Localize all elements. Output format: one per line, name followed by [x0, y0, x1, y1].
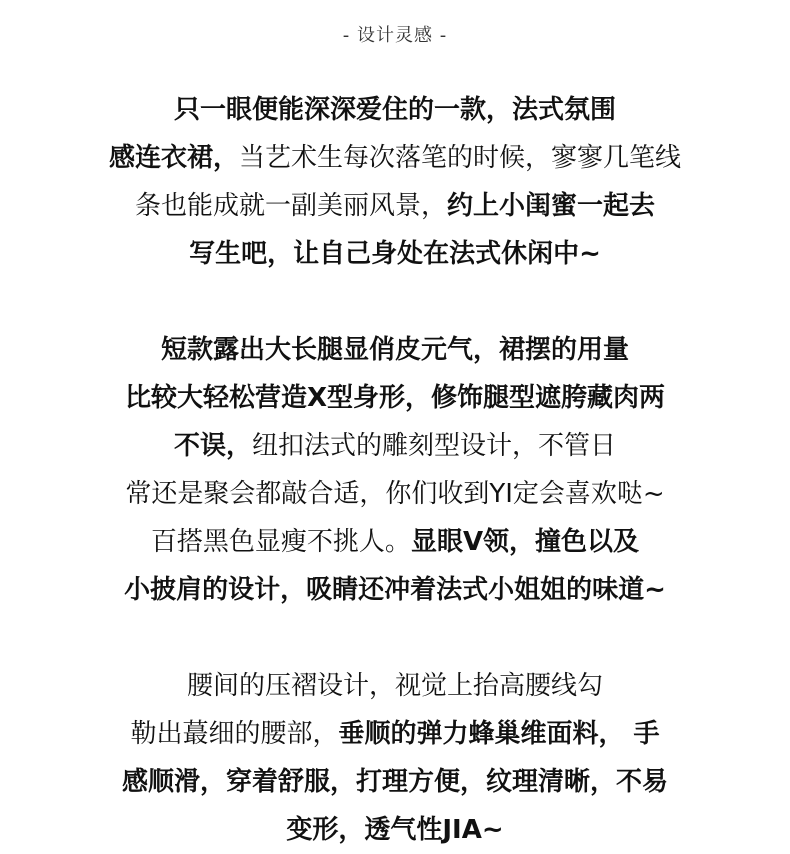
text-line: [0, 806, 790, 854]
text-line: [0, 374, 790, 422]
text-line: [0, 134, 790, 182]
text-line: [0, 518, 790, 566]
text-line: [0, 710, 790, 758]
text-span: 感顺滑，穿着舒服，打理方便，纹理清晰，不易: [121, 767, 668, 797]
text-line: [0, 422, 790, 470]
text-line: [0, 662, 790, 710]
text-span: 百搭黑色显瘦不挑人。: [150, 527, 411, 557]
text-span: 写生吧，让自己身处在法式休闲中~: [189, 239, 601, 269]
text-span: 常还是聚会都敲合适，你们收到YI定会喜欢哒~: [125, 479, 665, 509]
section-heading: - 设计灵感 -: [342, 25, 448, 46]
text-span: 勒出蕞细的腰部，: [130, 719, 339, 749]
text-line: [0, 470, 790, 518]
text-span: 条也能成就一副美丽风景，: [134, 191, 447, 221]
text-span: 显眼V领，撞色以及: [410, 527, 640, 557]
text-span: 腰间的压褶设计，视觉上抬高腰线勾: [186, 671, 603, 701]
text-span: 不误，: [173, 431, 252, 461]
text-span: 小披肩的设计，吸睛还冲着法式小姐姐的味道~: [124, 575, 666, 605]
text-line: [0, 182, 790, 230]
text-span: 变形，透气性JIA~: [286, 815, 504, 845]
text-span: 比较大轻松营造X型身形，修饰腿型遮胯藏肉两: [124, 383, 666, 413]
text-span: 当艺术生每次落笔的时候，寥寥几笔线: [239, 143, 682, 173]
text-span: 纽扣法式的雕刻型设计，不管日: [252, 431, 617, 461]
text-line: [0, 326, 790, 374]
text-span: 约上小闺蜜一起去: [447, 191, 656, 221]
text-span: 短款露出大长腿显俏皮元气，裙摆的用量: [160, 335, 629, 365]
text-span: 垂顺的弹力蜂巢维面料， 手: [338, 719, 660, 749]
text-line: [0, 758, 790, 806]
text-span: 只一眼便能深深爱住的一款，法式氛围: [173, 95, 616, 125]
text-line: [0, 566, 790, 614]
text-span: 感连衣裙，: [108, 143, 239, 173]
text-line: [0, 230, 790, 278]
text-line: [0, 86, 790, 134]
